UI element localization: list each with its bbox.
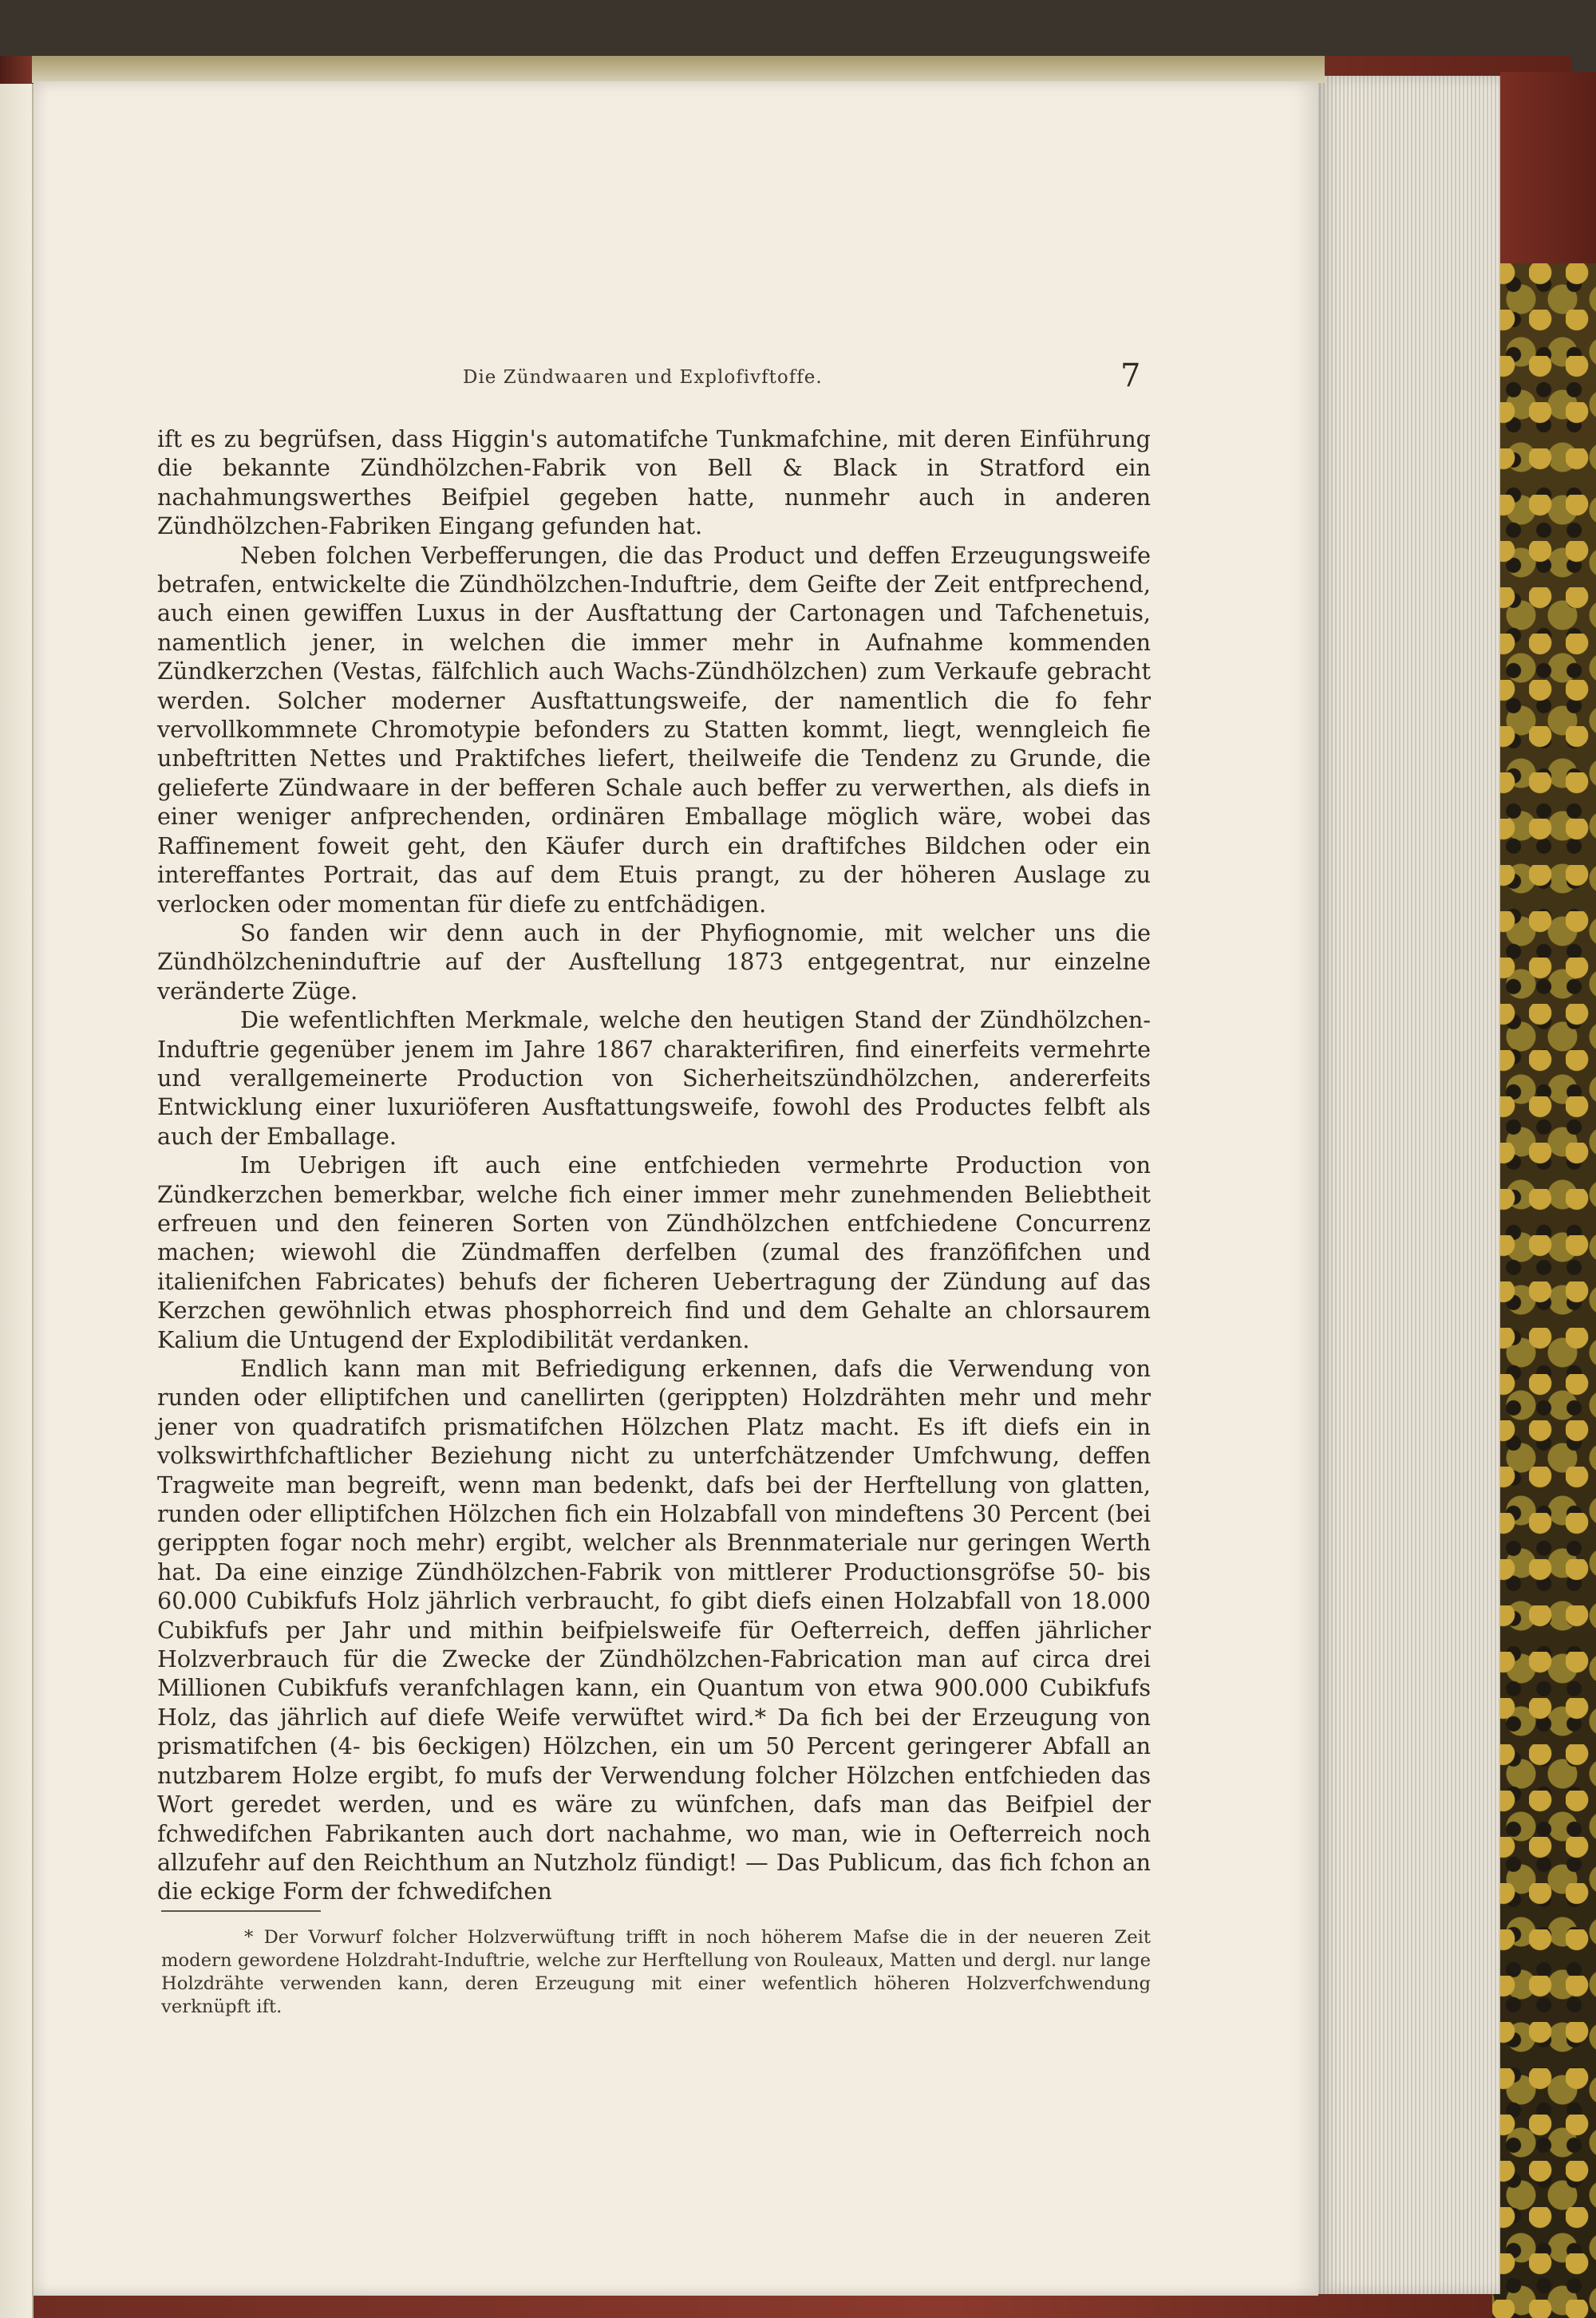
- footnote: [161, 1926, 1151, 2019]
- paragraph: Im Uebrigen ift auch eine entfchieden vermehrte Production von Zündkerzchen bemerkbar, welche fich einer immer mehr zunehmenden Beliebtheit erfreuen und den feineren Sorten von Zündhölzchen entfchiedene Concurrenz machen; wiewohl die Zündmaffen derfelben (zumal des franzöfifchen und italienifchen Fabricates) behufs der ficheren Uebertragung der Zündung auf das Kerzchen gewöhnlich etwas phosphorreich find und dem Gehalte an chlorsaurem Kalium die Untugend der Explodibilität verdanken.: [157, 1151, 1151, 1353]
- left-page-sliver: [0, 84, 34, 2318]
- cover-corner: [1500, 72, 1596, 263]
- marbled-fore-edge: [1492, 263, 1596, 2318]
- paragraph: So fanden wir denn auch in der Phyfiognomie, mit welcher uns die Zündhölzcheninduftrie auf der Ausftellung 1873 entgegentrat, nur einzelne veränderte Züge.: [157, 918, 1151, 1005]
- paragraph: Neben folchen Verbefferungen, die das Product und deffen Erzeugungsweife betrafen, entwickelte die Zündhölzchen-Induftrie, dem Geifte der Zeit entfprechend, auch einen gewiffen Luxus in der Ausftattung der Cartonagen und Tafchenetuis, namentlich jener, in welchen die immer mehr in Aufnahme kommenden Zündkerzchen (Vestas, fälfchlich auch Wachs-Zündhölzchen) zum Verkaufe gebracht werden. Solcher moderner Ausftattungsweife, der namentlich die fo fehr vervollkommnete Chromotypie befonders zu Statten kommt, liegt, wenngleich fie unbeftritten Nettes und Praktifches liefert, theilweife die Tendenz zu Grunde, die gelieferte Zündwaare in der befferen Schale auch beffer zu verwerthen, als diefs in einer weniger anfprechenden, ordinären Emballage möglich wäre, wobei das Raffinement foweit geht, den Käufer durch ein draftifches Bildchen oder ein intereffantes Portrait, das auf dem Etuis prangt, zu der höheren Auslage zu verlocken oder momentan für diefe zu entfchädigen.: [157, 541, 1151, 918]
- footnote-text: * Der Vorwurf folcher Holzverwüftung trifft in noch höherem Mafse die in der neueren Zeit modern gewordene Holzdraht-Induftrie, welche zur Herftellung von Rouleaux, Matten und dergl. nur lange Holzdrähte verwenden kann, deren Erzeugung mit einer wefentlich höheren Holzverfchwendung verknüpft ift.: [161, 1927, 1151, 2017]
- running-header: Die Zündwaaren und Explofivftoffe.: [463, 367, 823, 388]
- paragraph: ift es zu begrüfsen, dass Higgin's automatifche Tunkmafchine, mit deren Einführung die bekannte Zündhölzchen-Fabrik von Bell & Black in Stratford ein nachahmungswerthes Beifpiel gegeben hatte, nunmehr auch in anderen Zündhölzchen-Fabriken Eingang gefunden hat.: [157, 425, 1151, 540]
- footnote-divider: [161, 1910, 321, 1912]
- paragraph: Die wefentlichften Merkmale, welche den heutigen Stand der Zündhölzchen-Induftrie gegenüber jenem im Jahre 1867 charakterifiren, find einerfeits vermehrte und verallgemeinerte Production von Sicherheitszündhölzchen, andererfeits Entwicklung einer luxuriöferen Ausftattungsweife, fowohl des Productes felbft als auch der Emballage.: [157, 1006, 1151, 1150]
- book-page: [34, 81, 1318, 2296]
- top-page-strip: [32, 56, 1325, 83]
- body-text: [157, 425, 1151, 1906]
- page-number: 7: [1120, 357, 1141, 394]
- page-block-edges: [1317, 76, 1500, 2294]
- paragraph: Endlich kann man mit Befriedigung erkennen, dafs die Verwendung von runden oder elliptifchen und canellirten (gerippten) Holzdrähten mehr und mehr jener von quadratifch prismatifchen Hölzchen Platz macht. Es ift diefs ein in volkswirthfchaftlicher Beziehung nicht zu unterfchätzender Umfchwung, deffen Tragweite man begreift, wenn man bedenkt, dafs bei der Herftellung von glatten, runden oder elliptifchen Hölzchen fich ein Holzabfall von mindeftens 30 Percent (bei gerippten fogar noch mehr) ergibt, welcher als Brennmateriale nur geringen Werth hat. Da eine einzige Zündhölzchen-Fabrik von mittlerer Productionsgröfse 50- bis 60.000 Cubikfufs Holz jährlich verbraucht, fo gibt diefs einen Holzabfall von 18.000 Cubikfufs per Jahr und mithin beifpielsweife für Oefterreich, deffen jährlicher Holzverbrauch für die Zwecke der Zündhölzchen-Fabrication man auf circa drei Millionen Cubikfufs veranfchlagen kann, ein Quantum von etwa 900.000 Cubikfufs Holz, das jährlich auf diefe Weife verwüftet wird.* Da fich bei der Erzeugung von prismatifchen (4- bis 6eckigen) Hölzchen, ein um 50 Percent geringerer Abfall an nutzbarem Holze ergibt, fo mufs der Verwendung folcher Hölzchen entfchieden das Wort geredet werden, und es wäre zu wünfchen, dafs man das Beifpiel der fchwedifchen Fabrikanten auch dort nachahme, wo man, wie in Oefterreich noch allzufehr auf den Reichthum an Nutzholz fündigt! — Das Publicum, das fich fchon an die eckige Form der fchwedifchen: [157, 1355, 1151, 1905]
